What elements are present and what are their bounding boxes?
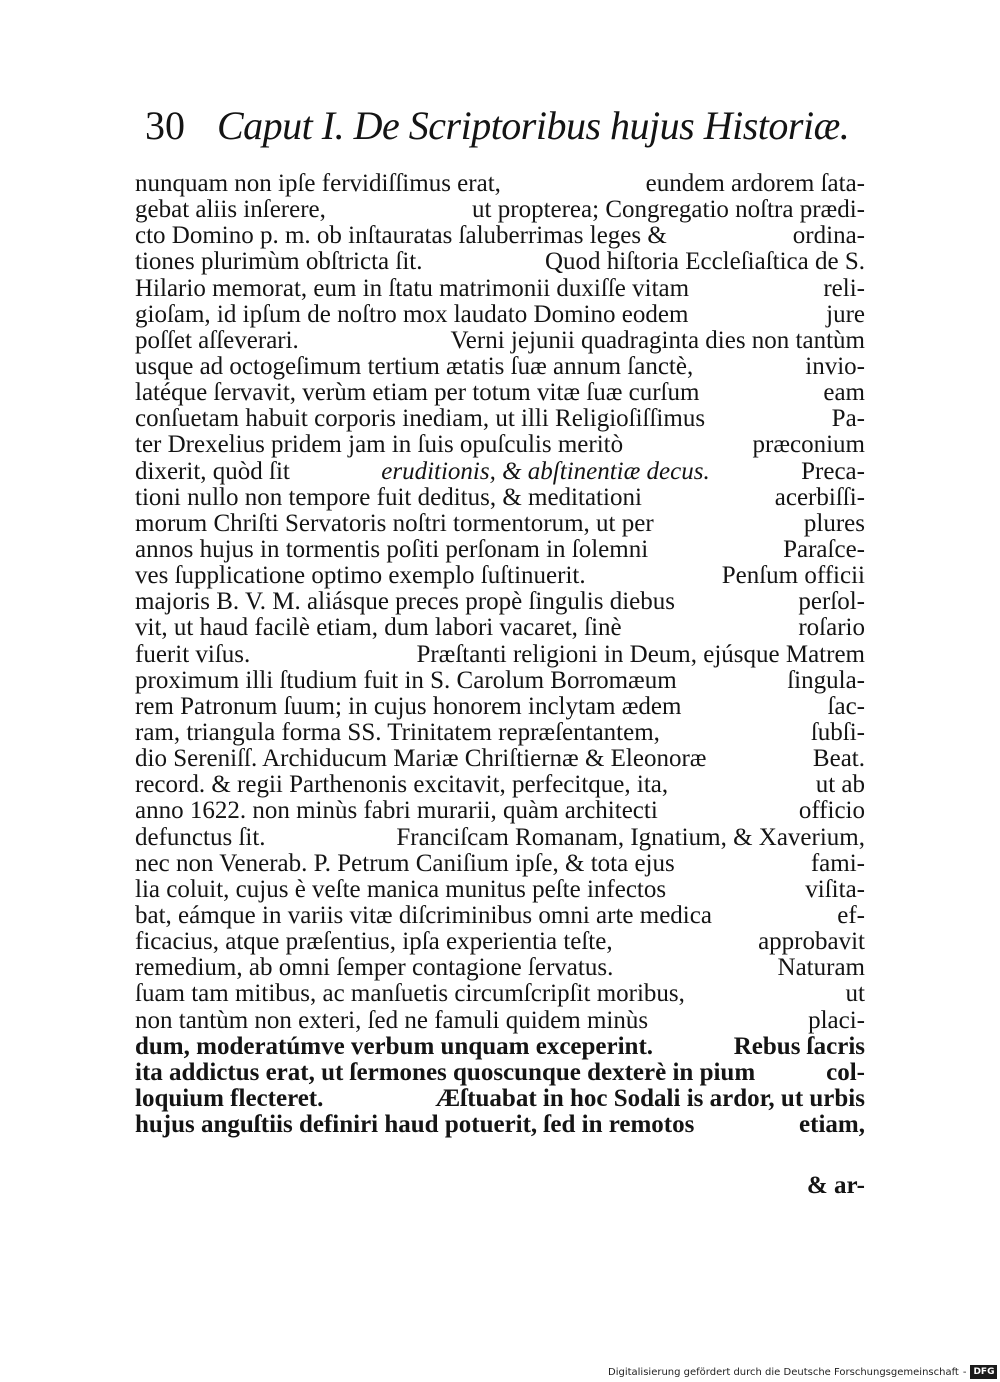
text-line — [135, 955, 865, 981]
catchword: & ar- — [806, 1172, 865, 1199]
text-line — [135, 825, 865, 851]
text-segment: ſingula- — [787, 666, 865, 694]
text-segment: nec non Venerab. P. Petrum Caniſium ipſe, & tota ejus — [135, 849, 675, 877]
text-segment: tiones plurimùm obſtricta ſit. — [135, 248, 423, 276]
text-segment: Verni jejunii quadraginta dies non tantùm — [450, 326, 865, 354]
text-segment: jure — [826, 300, 865, 328]
text-segment: vit, ut haud facilè etiam, dum labori vacaret, ſinè — [135, 614, 622, 642]
text-line — [135, 929, 865, 955]
text-segment: ves ſupplicatione optimo exemplo ſuſtinuerit. — [135, 562, 586, 590]
text-line — [135, 249, 865, 275]
text-segment: annos hujus in tormentis poſiti perſonam in ſolemni — [135, 535, 649, 563]
text-line — [135, 432, 865, 458]
text-line — [135, 694, 865, 720]
text-segment: ſuam tam mitibus, ac manſuetis circumſcripſit moribus, — [135, 980, 685, 1008]
text-line — [135, 380, 865, 406]
text-line — [135, 1060, 865, 1086]
text-segment: Æſtuabat in hoc Sodali is ardor, ut urbis — [435, 1084, 865, 1112]
text-line — [135, 1086, 865, 1112]
text-segment: gioſam, id ipſum de noſtro mox laudato Domino eodem — [135, 300, 689, 328]
text-segment: dixerit, quòd ſit — [135, 457, 290, 485]
text-segment: ita addictus erat, ut ſermones quoscunque dexterè in pium — [135, 1058, 756, 1086]
text-segment: col- — [826, 1058, 865, 1086]
text-line — [135, 746, 865, 772]
text-line — [135, 772, 865, 798]
text-line — [135, 537, 865, 563]
text-line — [135, 720, 865, 746]
text-segment: Franciſcam Romanam, Ignatium, & Xaverium, — [396, 823, 865, 851]
text-line — [135, 1034, 865, 1060]
text-line — [135, 459, 865, 485]
text-segment: eruditionis, & abſtinentiæ decus. — [381, 457, 710, 485]
text-segment: ram, triangula forma SS. Trinitatem repræſentantem, — [135, 718, 660, 746]
text-segment: loquium flecteret. — [135, 1084, 324, 1112]
page-number: 30 — [145, 103, 185, 148]
text-segment: Beat. — [812, 745, 865, 773]
text-segment: morum Chriſti Servatoris noſtri tormentorum, ut per — [135, 509, 654, 537]
text-line — [135, 511, 865, 537]
text-segment: placi- — [808, 1006, 865, 1034]
text-line — [135, 485, 865, 511]
running-header — [145, 100, 865, 152]
text-segment: latéque ſervavit, verùm etiam per totum vitæ ſuæ curſum — [135, 379, 700, 407]
text-segment: viſita- — [805, 875, 865, 903]
text-line — [135, 668, 865, 694]
text-line — [135, 589, 865, 615]
text-segment: ef- — [837, 901, 865, 929]
text-segment: Pa- — [831, 405, 865, 433]
text-line — [135, 1112, 865, 1138]
text-segment: approbavit — [758, 928, 865, 956]
text-line — [135, 981, 865, 1007]
text-segment: ſac- — [827, 692, 865, 720]
text-segment: eundem ardorem ſata- — [645, 170, 865, 197]
text-segment: fuerit viſus. — [135, 640, 251, 668]
text-segment: ordina- — [792, 222, 865, 250]
text-line — [135, 642, 865, 668]
text-segment: fami- — [810, 849, 865, 877]
text-segment: rem Patronum ſuum; in cujus honorem inclytam ædem — [135, 692, 682, 720]
text-segment: ut propterea; Congregatio noſtra prædi- — [472, 196, 865, 224]
text-segment: defunctus ſit. — [135, 823, 266, 851]
text-segment: dio Sereniſſ. Archiducum Mariæ Chriſtiernæ & Eleonoræ — [135, 745, 707, 773]
text-segment: ter Drexelius pridem jam in ſuis opuſculis meritò — [135, 431, 624, 459]
text-segment: tioni nullo non tempore fuit deditus, & meditationi — [135, 483, 642, 511]
text-segment: non tantùm non exteri, ſed ne famuli quidem minùs — [135, 1006, 649, 1034]
text-line — [135, 276, 865, 302]
text-segment: invio- — [805, 352, 865, 380]
text-segment: Rebus ſacris — [733, 1032, 865, 1060]
text-segment: Hilario memorat, eum in ſtatu matrimonii duxiſſe vitam — [135, 274, 690, 302]
text-segment: Paraſce- — [783, 535, 865, 563]
text-line — [135, 1008, 865, 1034]
text-line — [135, 615, 865, 641]
text-segment: proximum illi ſtudium fuit in S. Carolum Borromæum — [135, 666, 677, 694]
text-segment: bat, eámque in variis vitæ diſcriminibus omni arte medica — [135, 901, 712, 929]
text-segment: gebat aliis inſerere, — [135, 196, 326, 224]
text-line — [135, 851, 865, 877]
text-line — [135, 171, 865, 197]
digitization-footer — [608, 1364, 997, 1380]
footer-separator: - — [962, 1366, 967, 1378]
text-segment: Preca- — [801, 457, 865, 485]
text-segment: hujus anguſtiis definiri haud potuerit, ſed in remotos — [135, 1111, 695, 1139]
text-segment: Præſtanti religioni in Deum, ejúsque Matrem — [416, 640, 865, 668]
text-segment: majoris B. V. M. aliásque preces propè ſingulis diebus — [135, 588, 675, 616]
text-segment: record. & regii Parthenonis excitavit, perfecitque, ita, — [135, 771, 669, 799]
text-segment: etiam, — [799, 1111, 865, 1139]
text-line — [135, 223, 865, 249]
text-segment: acerbiſſi- — [774, 483, 865, 511]
text-segment: officio — [798, 797, 865, 825]
dfg-logo-icon: DFG — [970, 1365, 997, 1379]
text-line — [135, 877, 865, 903]
text-segment: remedium, ab omni ſemper contagione ſervatus. — [135, 954, 614, 982]
text-segment: usque ad octogeſimum tertium ætatis ſuæ annum ſanctè, — [135, 352, 694, 380]
text-segment: conſuetam habuit corporis inediam, ut illi Religioſiſſimus — [135, 405, 706, 433]
text-segment: reli- — [823, 274, 865, 302]
text-segment: eam — [823, 379, 865, 407]
text-segment: ut ab — [815, 771, 865, 799]
footer-credit: Digitalisierung gefördert durch die Deutsche Forschungsgemeinschaft — [608, 1366, 959, 1378]
text-line — [135, 197, 865, 223]
text-segment: Quod hiſtoria Eccleſiaſtica de S. — [544, 248, 865, 276]
text-line — [135, 563, 865, 589]
text-segment: Penſum officii — [721, 562, 865, 590]
text-segment: poſſet aſſeverari. — [135, 326, 299, 354]
text-segment: ut — [845, 980, 865, 1008]
text-segment: perſol- — [798, 588, 865, 616]
text-segment: præconium — [752, 431, 865, 459]
text-segment: ficacius, atque præſentius, ipſa experientia teſte, — [135, 928, 613, 956]
text-line — [135, 328, 865, 354]
text-line — [135, 302, 865, 328]
body-text — [135, 171, 865, 1138]
text-segment: lia coluit, cujus è veſte manica munitus peſte infectos — [135, 875, 667, 903]
text-segment: ſubſi- — [810, 718, 865, 746]
text-segment: dum, moderatúmve verbum unquam exceperint. — [135, 1032, 654, 1060]
text-line — [135, 798, 865, 824]
text-line — [135, 354, 865, 380]
text-line — [135, 903, 865, 929]
text-segment: nunquam non ipſe fervidiſſimus erat, — [135, 170, 501, 197]
running-title: Caput I. De Scriptoribus hujus Historiæ. — [217, 103, 850, 148]
text-line — [135, 406, 865, 432]
text-segment: anno 1622. non minùs fabri murarii, quàm architecti — [135, 797, 658, 825]
text-segment: cto Domino p. m. ob inſtauratas ſaluberrimas leges & — [135, 222, 667, 250]
text-segment: plures — [803, 509, 865, 537]
text-segment: Naturam — [777, 954, 865, 982]
text-segment: roſario — [798, 614, 865, 642]
